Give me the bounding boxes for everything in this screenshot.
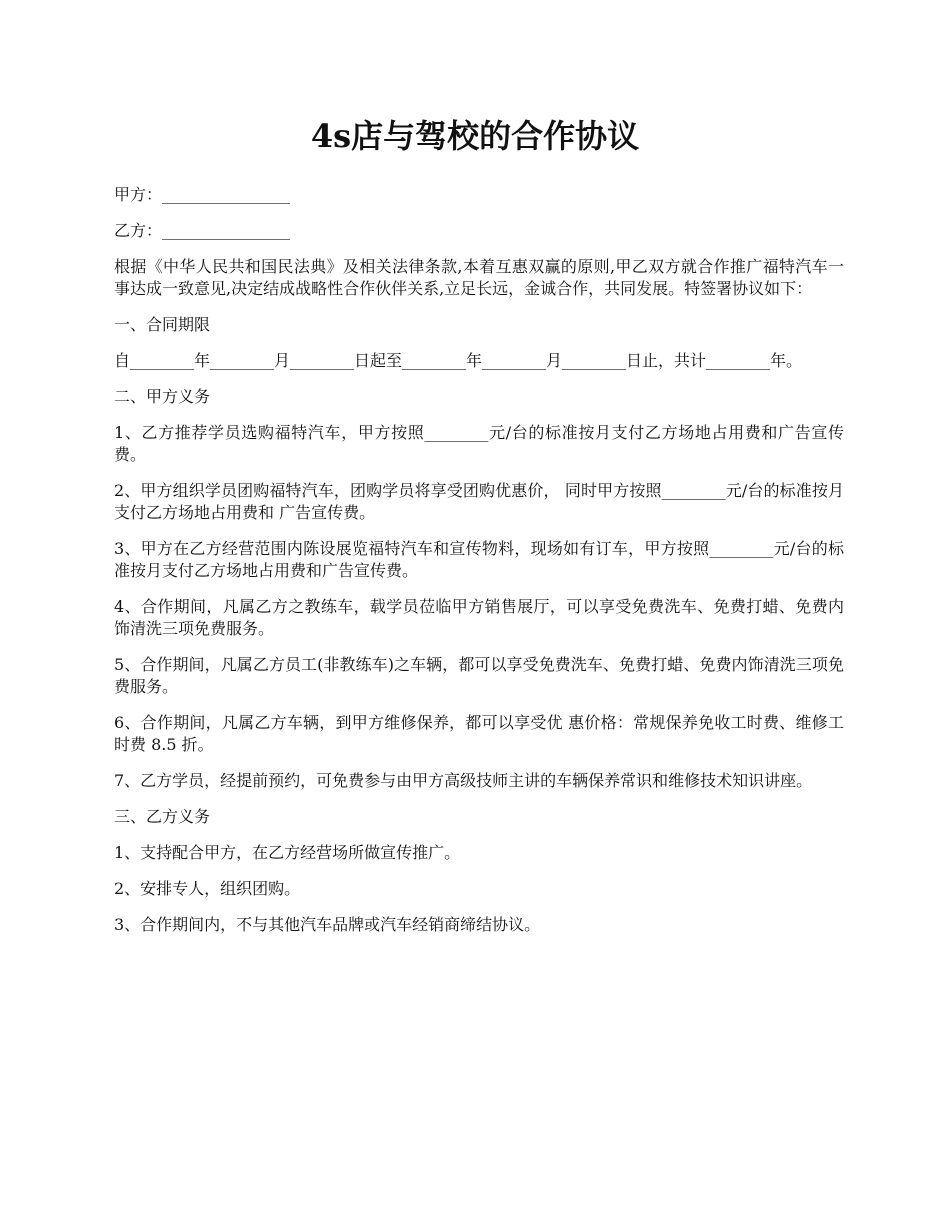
party-a-clause-3: 3、甲方在乙方经营范围内陈设展览福特汽车和宣传物料，现场如有订车，甲方按照________元/台的标准按月支付乙方场地占用费和广告宣传费。 (114, 539, 844, 580)
section-heading-term: 一、合同期限 (114, 315, 211, 334)
party-b-clause-3: 3、合作期间内，不与其他汽车品牌或汽车经销商缔结协议。 (114, 915, 541, 934)
party-b-clause-2: 2、安排专人，组织团购。 (114, 879, 301, 898)
party-a-clause-1: 1、乙方推荐学员选购福特汽车，甲方按照________元/台的标准按月支付乙方场地占用费和广告宣传费。 (114, 423, 844, 464)
party-a-clause-6: 6、合作期间，凡属乙方车辆，到甲方维修保养，都可以享受优 惠价格：常规保养免收工时费、维修工时费 8.5 折。 (114, 713, 844, 754)
party-a-clause-4: 4、合作期间，凡属乙方之教练车，载学员莅临甲方销售展厅，可以享受免费洗车、免费打蜡、免费内饰清洗三项免费服务。 (114, 597, 844, 638)
party-b-line: 乙方：________________ (114, 221, 291, 240)
party-b-clause-1: 1、支持配合甲方，在乙方经营场所做宣传推广。 (114, 843, 461, 862)
term-paragraph: 自________年________月________日起至________年________月________日止，共计________年。 (114, 351, 803, 370)
document-body (114, 184, 844, 950)
preamble-paragraph: 根据《中华人民共和国民法典》及相关法律条款,本着互惠双赢的原则,甲乙双方就合作推广福特汽车一事达成一致意见,决定结成战略性合作伙伴关系,立足长远，金诚合作，共同发展。特签署协议如下： (114, 257, 844, 298)
party-a-clause-5: 5、合作期间，凡属乙方员工(非教练车)之车辆，都可以享受免费洗车、免费打蜡、免费内饰清洗三项免费服务。 (114, 655, 844, 696)
document-title: 4s店与驾校的合作协议 (310, 117, 640, 155)
section-heading-party-a-obligations: 二、甲方义务 (114, 387, 211, 406)
party-a-line: 甲方：________________ (114, 185, 291, 204)
section-heading-party-b-obligations: 三、乙方义务 (114, 807, 211, 826)
party-a-clause-2: 2、甲方组织学员团购福特汽车，团购学员将享受团购优惠价， 同时甲方按照________元/台的标准按月支付乙方场地占用费和 广告宣传费。 (114, 481, 844, 522)
party-a-clause-7: 7、乙方学员，经提前预约，可免费参与由甲方高级技师主讲的车辆保养常识和维修技术知识讲座。 (114, 771, 813, 790)
